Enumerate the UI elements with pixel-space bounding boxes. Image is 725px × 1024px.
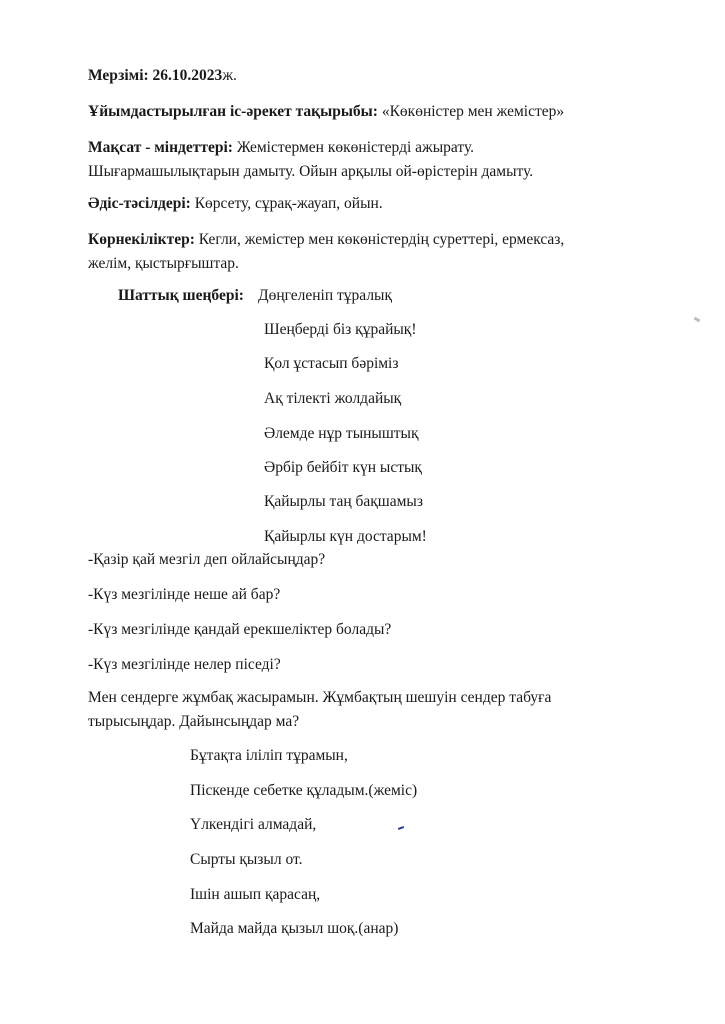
circle-line-5: Әлемде нұр тыныштық: [264, 425, 419, 442]
date-line: [88, 66, 237, 86]
visuals-label: Көрнекіліктер:: [88, 231, 195, 248]
riddle-line-2: Піскенде себетке құладым.(жеміс): [190, 782, 418, 799]
circle-line-8: Қайырлы күн достарым!: [264, 528, 427, 545]
topic-text: «Көкөністер мен жемістер»: [377, 103, 565, 120]
question-1: -Қазір қай мезгіл деп ойлайсыңдар?: [88, 551, 326, 568]
date-label: Мерзімі: 26.10.2023: [88, 67, 223, 84]
goals-line-1: [88, 138, 474, 158]
circle-line-2: Шеңберді біз құрайық!: [264, 321, 417, 338]
visuals-line-2: желім, қыстырғыштар.: [88, 255, 239, 272]
riddle-line-1: Бұтақта іліліп тұрамын,: [190, 747, 348, 764]
circle-line-1: Дөңгеленіп тұралық: [258, 287, 393, 304]
scan-speck: [694, 317, 701, 323]
goals-label: Мақсат - міндеттері:: [88, 139, 233, 156]
intro-line-1: Мен сендерге жұмбақ жасырамын. Жұмбақтың шешуін сендер табуға: [88, 689, 552, 706]
circle-line-3: Қол ұстасып бәріміз: [264, 355, 399, 372]
circle-line-4: Ақ тілекті жолдайық: [264, 390, 402, 407]
goals-text-1: Жемістермен көкөністерді ажырату.: [232, 139, 475, 156]
methods-text: Көрсету, сұрақ-жауап, ойын.: [190, 195, 383, 212]
circle-label: Шаттық шеңбері:: [118, 287, 244, 304]
question-4: -Күз мезгілінде нелер піседі?: [88, 656, 281, 673]
circle-line-7: Қайырлы таң бақшамыз: [264, 493, 423, 510]
topic-line: [88, 102, 564, 122]
date-suffix: ж.: [222, 67, 237, 84]
methods-label: Әдіс-тәсілдері:: [88, 195, 191, 212]
riddle-line-3: Үлкендігі алмадай,: [190, 816, 317, 833]
question-3: -Күз мезгілінде қандай ерекшеліктер болады?: [88, 621, 392, 638]
riddle-line-4: Сырты қызыл от.: [190, 851, 303, 868]
topic-label: Ұйымдастырылған іс-әрекет тақырыбы:: [88, 103, 378, 120]
visuals-text-1: Кегли, жемістер мен көкөністердің суреттері, ермексаз,: [194, 231, 565, 248]
methods-line: [88, 194, 383, 214]
ink-mark: [398, 826, 404, 830]
riddle-line-6: Майда майда қызыл шоқ.(анар): [190, 920, 399, 937]
intro-line-2: тырысыңдар. Дайынсыңдар ма?: [88, 713, 300, 730]
question-2: -Күз мезгілінде неше ай бар?: [88, 586, 281, 603]
goals-line-2: Шығармашылықтарын дамыту. Ойын арқылы ой-өрістерін дамыту.: [88, 163, 534, 180]
riddle-line-5: Ішін ашып қарасаң,: [190, 886, 321, 903]
visuals-line-1: [88, 230, 564, 250]
circle-line-6: Әрбір бейбіт күн ыстық: [264, 459, 422, 476]
